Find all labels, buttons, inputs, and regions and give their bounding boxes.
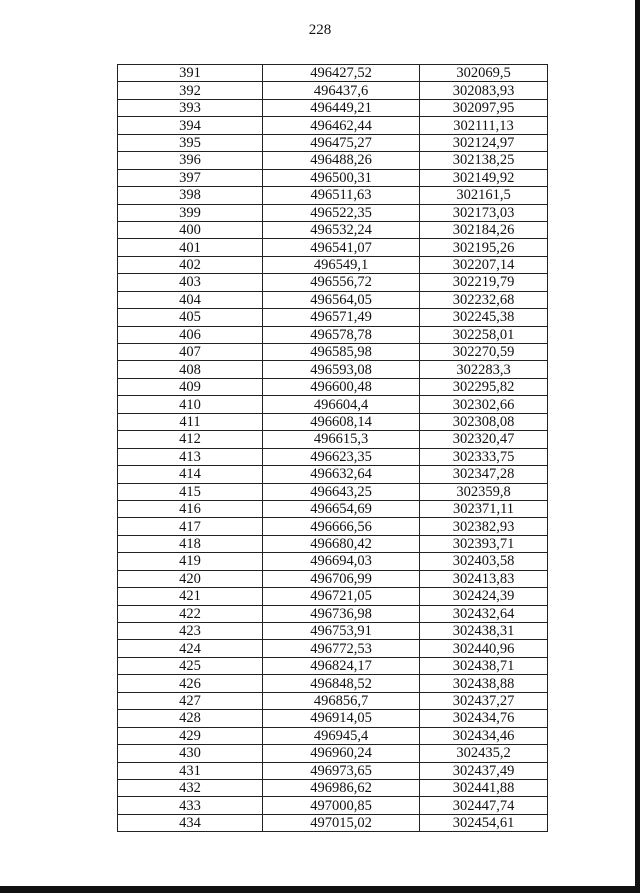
table-row <box>118 82 548 99</box>
y-coordinate-cell: 302441,88 <box>420 779 548 796</box>
y-coordinate-cell: 302069,5 <box>420 65 548 82</box>
x-coordinate-cell: 497015,02 <box>263 814 420 831</box>
point-number-cell: 392 <box>118 82 263 99</box>
coordinates-table-body <box>118 65 548 832</box>
table-row <box>118 623 548 640</box>
x-coordinate-cell: 496643,25 <box>263 483 420 500</box>
y-coordinate-cell: 302424,39 <box>420 588 548 605</box>
y-coordinate-cell: 302207,14 <box>420 256 548 273</box>
point-number-cell: 402 <box>118 256 263 273</box>
point-number-cell: 407 <box>118 344 263 361</box>
y-coordinate-cell: 302138,25 <box>420 152 548 169</box>
x-coordinate-cell: 496654,69 <box>263 500 420 517</box>
point-number-cell: 410 <box>118 396 263 413</box>
table-row <box>118 640 548 657</box>
point-number-cell: 405 <box>118 309 263 326</box>
y-coordinate-cell: 302258,01 <box>420 326 548 343</box>
y-coordinate-cell: 302149,92 <box>420 169 548 186</box>
scan-border-bottom <box>0 886 640 893</box>
table-row <box>118 99 548 116</box>
point-number-cell: 403 <box>118 274 263 291</box>
x-coordinate-cell: 496632,64 <box>263 466 420 483</box>
y-coordinate-cell: 302434,76 <box>420 710 548 727</box>
x-coordinate-cell: 496604,4 <box>263 396 420 413</box>
x-coordinate-cell: 496623,35 <box>263 448 420 465</box>
y-coordinate-cell: 302173,03 <box>420 204 548 221</box>
y-coordinate-cell: 302437,49 <box>420 762 548 779</box>
table-row <box>118 779 548 796</box>
point-number-cell: 401 <box>118 239 263 256</box>
point-number-cell: 422 <box>118 605 263 622</box>
table-row <box>118 361 548 378</box>
y-coordinate-cell: 302219,79 <box>420 274 548 291</box>
y-coordinate-cell: 302447,74 <box>420 797 548 814</box>
table-row <box>118 169 548 186</box>
table-row <box>118 431 548 448</box>
table-row <box>118 710 548 727</box>
x-coordinate-cell: 496736,98 <box>263 605 420 622</box>
point-number-cell: 414 <box>118 466 263 483</box>
x-coordinate-cell: 496462,44 <box>263 117 420 134</box>
table-row <box>118 65 548 82</box>
x-coordinate-cell: 496541,07 <box>263 239 420 256</box>
point-number-cell: 413 <box>118 448 263 465</box>
y-coordinate-cell: 302283,3 <box>420 361 548 378</box>
point-number-cell: 421 <box>118 588 263 605</box>
point-number-cell: 428 <box>118 710 263 727</box>
point-number-cell: 432 <box>118 779 263 796</box>
point-number-cell: 426 <box>118 675 263 692</box>
x-coordinate-cell: 496960,24 <box>263 745 420 762</box>
x-coordinate-cell: 496585,98 <box>263 344 420 361</box>
point-number-cell: 419 <box>118 553 263 570</box>
y-coordinate-cell: 302097,95 <box>420 99 548 116</box>
y-coordinate-cell: 302438,88 <box>420 675 548 692</box>
table-row <box>118 413 548 430</box>
point-number-cell: 398 <box>118 187 263 204</box>
x-coordinate-cell: 496437,6 <box>263 82 420 99</box>
x-coordinate-cell: 496694,03 <box>263 553 420 570</box>
x-coordinate-cell: 496500,31 <box>263 169 420 186</box>
table-row <box>118 309 548 326</box>
table-row <box>118 588 548 605</box>
y-coordinate-cell: 302111,13 <box>420 117 548 134</box>
scan-border-right <box>635 0 640 893</box>
y-coordinate-cell: 302413,83 <box>420 570 548 587</box>
point-number-cell: 429 <box>118 727 263 744</box>
x-coordinate-cell: 496449,21 <box>263 99 420 116</box>
y-coordinate-cell: 302435,2 <box>420 745 548 762</box>
y-coordinate-cell: 302437,27 <box>420 692 548 709</box>
x-coordinate-cell: 496593,08 <box>263 361 420 378</box>
table-row <box>118 814 548 831</box>
table-row <box>118 483 548 500</box>
point-number-cell: 396 <box>118 152 263 169</box>
y-coordinate-cell: 302308,08 <box>420 413 548 430</box>
x-coordinate-cell: 496532,24 <box>263 221 420 238</box>
table-row <box>118 762 548 779</box>
x-coordinate-cell: 496511,63 <box>263 187 420 204</box>
coordinates-table <box>117 64 548 832</box>
y-coordinate-cell: 302382,93 <box>420 518 548 535</box>
y-coordinate-cell: 302359,8 <box>420 483 548 500</box>
table-row <box>118 152 548 169</box>
point-number-cell: 417 <box>118 518 263 535</box>
point-number-cell: 400 <box>118 221 263 238</box>
table-row <box>118 378 548 395</box>
x-coordinate-cell: 496772,53 <box>263 640 420 657</box>
x-coordinate-cell: 497000,85 <box>263 797 420 814</box>
y-coordinate-cell: 302371,11 <box>420 500 548 517</box>
y-coordinate-cell: 302302,66 <box>420 396 548 413</box>
x-coordinate-cell: 496753,91 <box>263 623 420 640</box>
table-row <box>118 797 548 814</box>
point-number-cell: 423 <box>118 623 263 640</box>
point-number-cell: 399 <box>118 204 263 221</box>
table-row <box>118 535 548 552</box>
x-coordinate-cell: 496914,05 <box>263 710 420 727</box>
y-coordinate-cell: 302295,82 <box>420 378 548 395</box>
x-coordinate-cell: 496856,7 <box>263 692 420 709</box>
point-number-cell: 393 <box>118 99 263 116</box>
table-row <box>118 291 548 308</box>
table-row <box>118 553 548 570</box>
table-row <box>118 117 548 134</box>
y-coordinate-cell: 302195,26 <box>420 239 548 256</box>
table-row <box>118 134 548 151</box>
x-coordinate-cell: 496824,17 <box>263 657 420 674</box>
x-coordinate-cell: 496680,42 <box>263 535 420 552</box>
y-coordinate-cell: 302403,58 <box>420 553 548 570</box>
y-coordinate-cell: 302333,75 <box>420 448 548 465</box>
table-row <box>118 396 548 413</box>
y-coordinate-cell: 302232,68 <box>420 291 548 308</box>
x-coordinate-cell: 496556,72 <box>263 274 420 291</box>
x-coordinate-cell: 496706,99 <box>263 570 420 587</box>
point-number-cell: 406 <box>118 326 263 343</box>
y-coordinate-cell: 302347,28 <box>420 466 548 483</box>
y-coordinate-cell: 302245,38 <box>420 309 548 326</box>
x-coordinate-cell: 496973,65 <box>263 762 420 779</box>
point-number-cell: 391 <box>118 65 263 82</box>
y-coordinate-cell: 302184,26 <box>420 221 548 238</box>
table-row <box>118 727 548 744</box>
point-number-cell: 427 <box>118 692 263 709</box>
point-number-cell: 416 <box>118 500 263 517</box>
table-row <box>118 675 548 692</box>
x-coordinate-cell: 496549,1 <box>263 256 420 273</box>
point-number-cell: 408 <box>118 361 263 378</box>
y-coordinate-cell: 302270,59 <box>420 344 548 361</box>
table-row <box>118 518 548 535</box>
table-row <box>118 239 548 256</box>
table-row <box>118 570 548 587</box>
y-coordinate-cell: 302438,31 <box>420 623 548 640</box>
y-coordinate-cell: 302320,47 <box>420 431 548 448</box>
point-number-cell: 397 <box>118 169 263 186</box>
point-number-cell: 420 <box>118 570 263 587</box>
x-coordinate-cell: 496488,26 <box>263 152 420 169</box>
x-coordinate-cell: 496721,05 <box>263 588 420 605</box>
table-row <box>118 466 548 483</box>
x-coordinate-cell: 496427,52 <box>263 65 420 82</box>
point-number-cell: 394 <box>118 117 263 134</box>
point-number-cell: 415 <box>118 483 263 500</box>
table-row <box>118 326 548 343</box>
point-number-cell: 425 <box>118 657 263 674</box>
x-coordinate-cell: 496608,14 <box>263 413 420 430</box>
x-coordinate-cell: 496666,56 <box>263 518 420 535</box>
x-coordinate-cell: 496564,05 <box>263 291 420 308</box>
x-coordinate-cell: 496848,52 <box>263 675 420 692</box>
point-number-cell: 409 <box>118 378 263 395</box>
table-row <box>118 745 548 762</box>
y-coordinate-cell: 302434,46 <box>420 727 548 744</box>
x-coordinate-cell: 496475,27 <box>263 134 420 151</box>
table-row <box>118 204 548 221</box>
table-row <box>118 448 548 465</box>
point-number-cell: 411 <box>118 413 263 430</box>
x-coordinate-cell: 496945,4 <box>263 727 420 744</box>
x-coordinate-cell: 496571,49 <box>263 309 420 326</box>
table-row <box>118 344 548 361</box>
y-coordinate-cell: 302432,64 <box>420 605 548 622</box>
point-number-cell: 395 <box>118 134 263 151</box>
point-number-cell: 418 <box>118 535 263 552</box>
table-row <box>118 274 548 291</box>
y-coordinate-cell: 302124,97 <box>420 134 548 151</box>
point-number-cell: 431 <box>118 762 263 779</box>
y-coordinate-cell: 302083,93 <box>420 82 548 99</box>
point-number-cell: 433 <box>118 797 263 814</box>
table-row <box>118 256 548 273</box>
x-coordinate-cell: 496578,78 <box>263 326 420 343</box>
point-number-cell: 424 <box>118 640 263 657</box>
x-coordinate-cell: 496522,35 <box>263 204 420 221</box>
table-row <box>118 221 548 238</box>
point-number-cell: 404 <box>118 291 263 308</box>
table-row <box>118 605 548 622</box>
x-coordinate-cell: 496600,48 <box>263 378 420 395</box>
table-row <box>118 692 548 709</box>
point-number-cell: 412 <box>118 431 263 448</box>
y-coordinate-cell: 302440,96 <box>420 640 548 657</box>
y-coordinate-cell: 302438,71 <box>420 657 548 674</box>
point-number-cell: 430 <box>118 745 263 762</box>
y-coordinate-cell: 302393,71 <box>420 535 548 552</box>
y-coordinate-cell: 302454,61 <box>420 814 548 831</box>
point-number-cell: 434 <box>118 814 263 831</box>
table-row <box>118 187 548 204</box>
page-number: 228 <box>308 22 332 38</box>
table-row <box>118 500 548 517</box>
x-coordinate-cell: 496986,62 <box>263 779 420 796</box>
y-coordinate-cell: 302161,5 <box>420 187 548 204</box>
x-coordinate-cell: 496615,3 <box>263 431 420 448</box>
table-row <box>118 657 548 674</box>
